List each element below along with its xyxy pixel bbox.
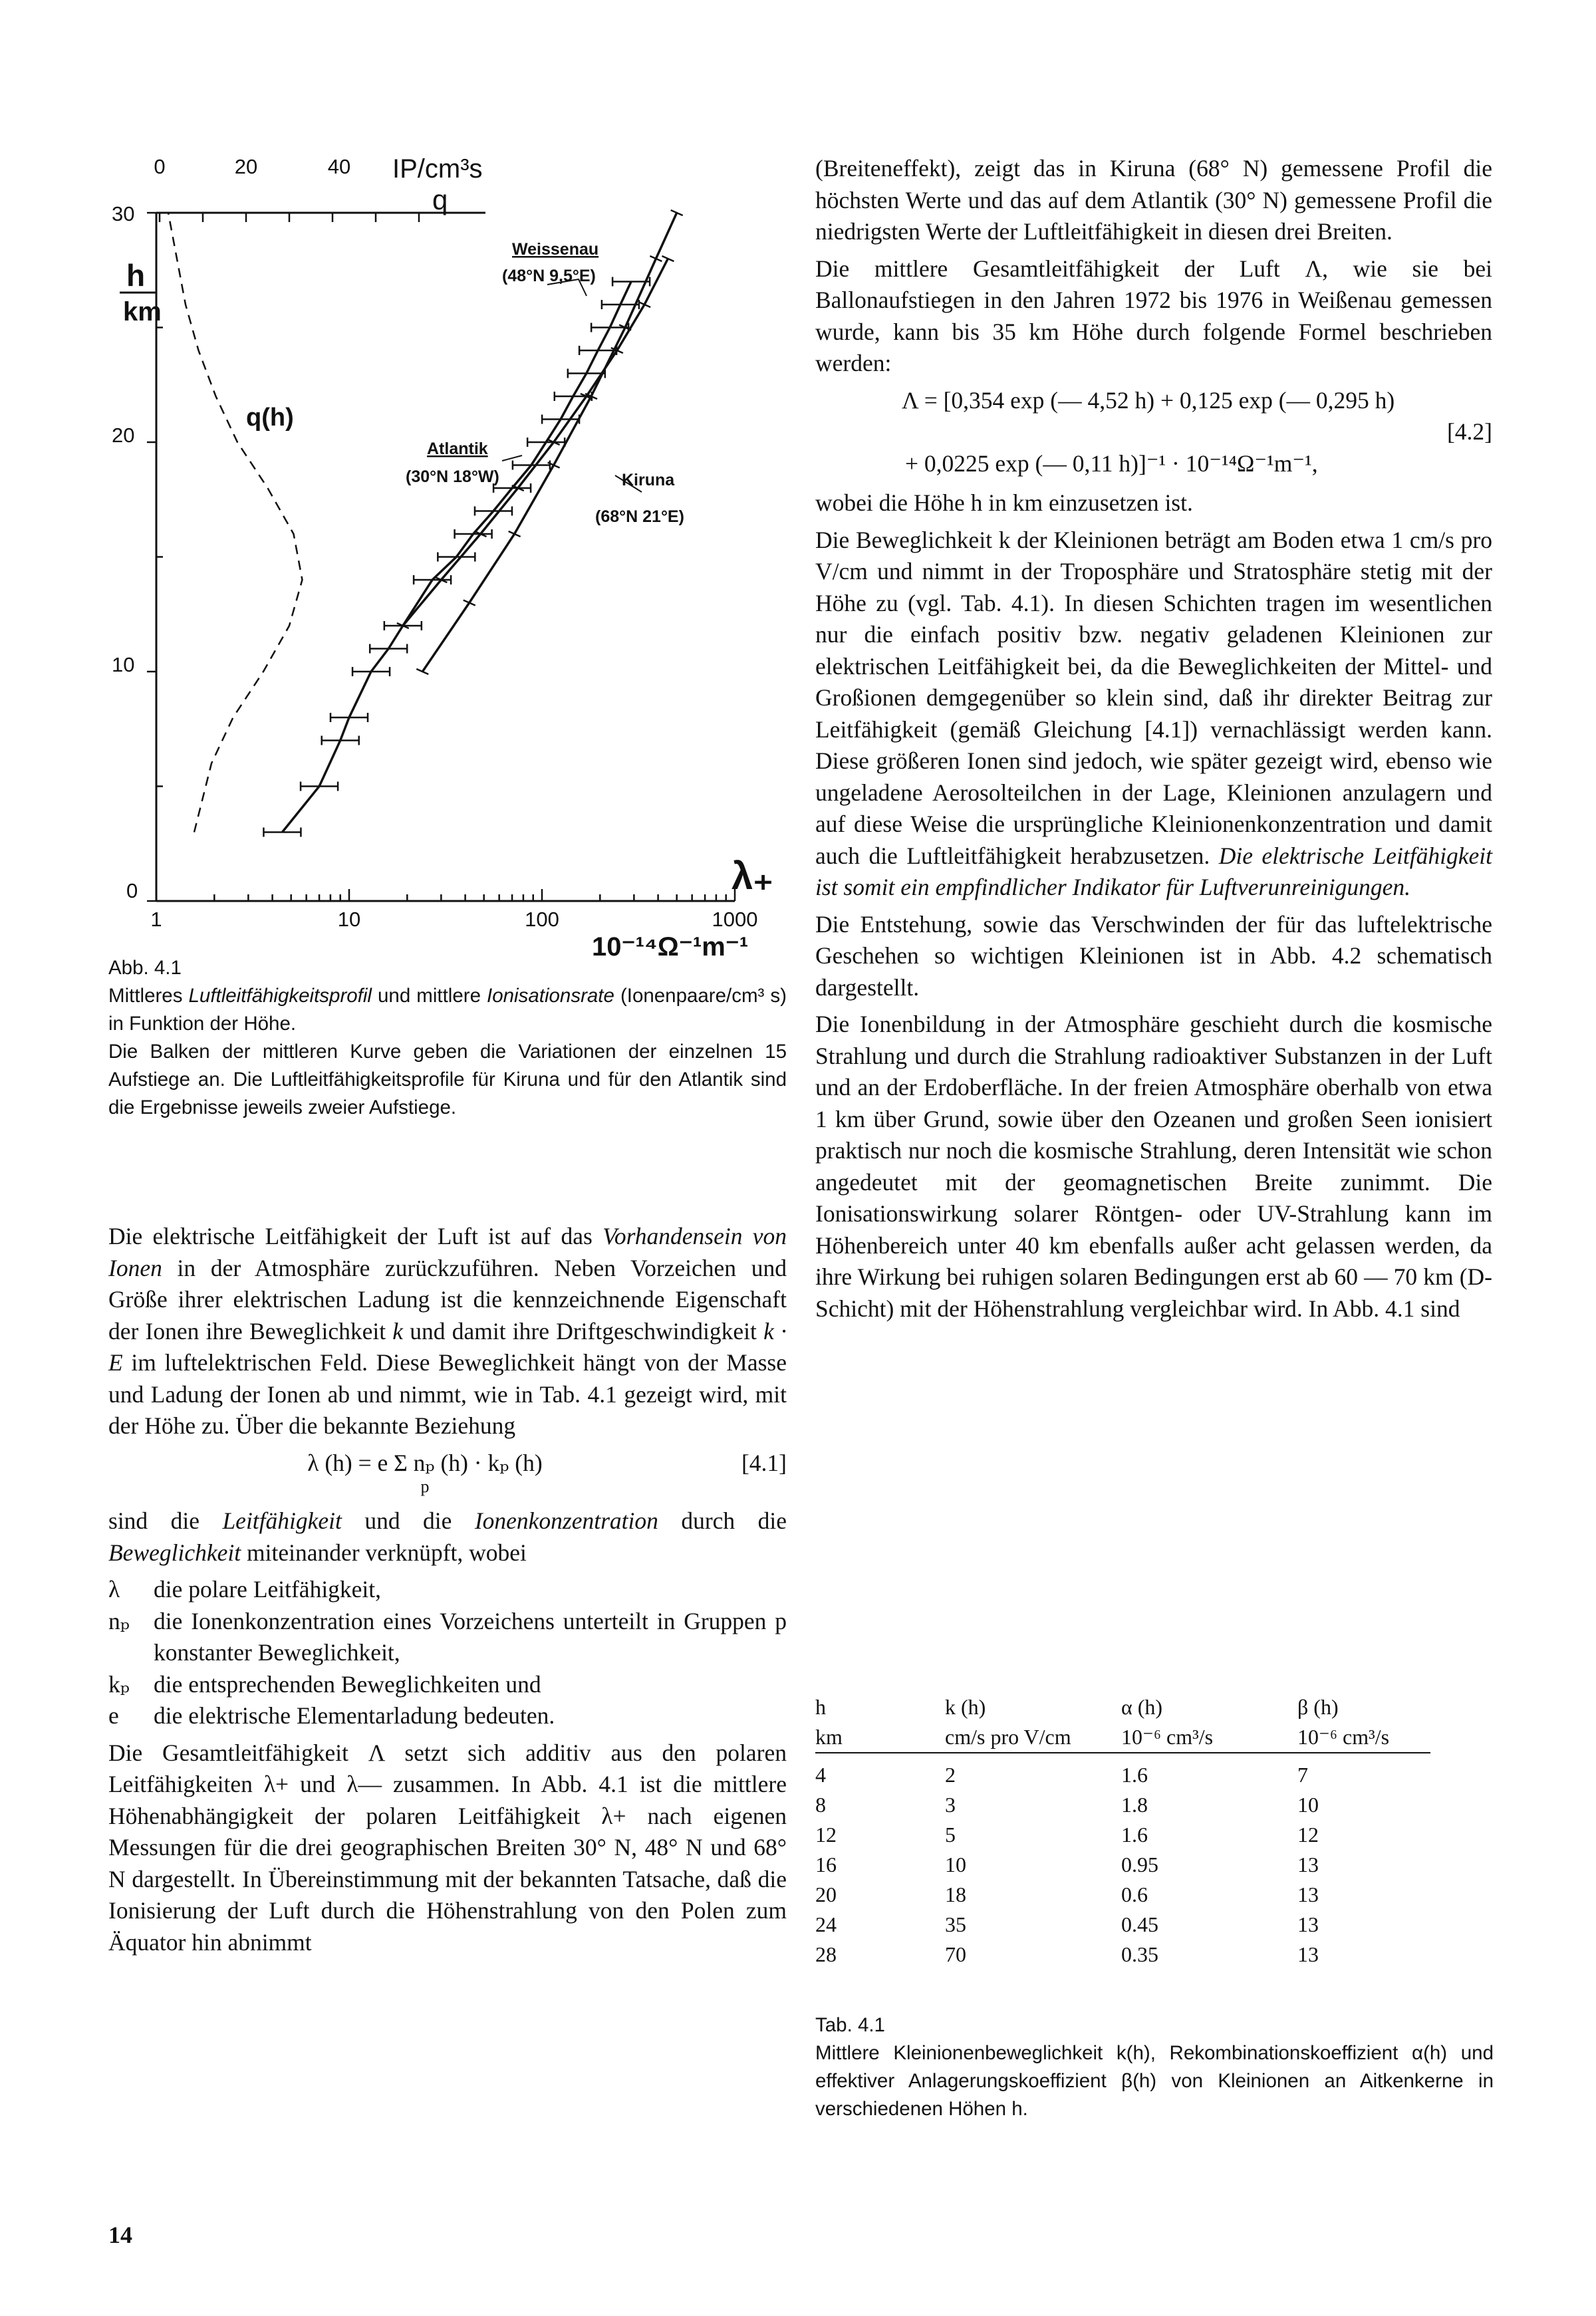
bottom-tick-10: 10 xyxy=(337,908,361,931)
y-unit-h: h xyxy=(126,258,146,293)
qh-label: q(h) xyxy=(246,404,294,432)
left-column xyxy=(108,1221,787,1964)
bottom-axis-unit: 10⁻¹⁴Ω⁻¹m⁻¹ xyxy=(592,932,749,962)
right-paragraph-1: (Breiteneffekt), zeigt das in Kiruna (68° N) gemessene Profil die höchsten Werte und das auf dem Atlantik (30° N) gemessene Profil die niedrigsten Werte der Luftleitfähigkeit in diesen drei Breiten. xyxy=(815,155,1492,245)
left-paragraph-2: sind die Leitfähigkeit und die Ionenkonzentration durch die Beweglichkeit miteinander verknüpft, wobei xyxy=(108,1507,787,1566)
kiruna-label: Kiruna xyxy=(622,471,675,489)
header-k: k (h) xyxy=(945,1695,986,1719)
table-caption-text: Mittlere Kleinionenbeweglichkeit k(h), Rekombinationskoeffizient α(h) und effektiver Anlagerungskoeffizient β(h) von Kleinionen an Aitkenkerne in verschiedenen Höhen h. xyxy=(815,2042,1494,2120)
header-h-unit: km xyxy=(815,1725,843,1749)
caption-label: Abb. 4.1 xyxy=(108,957,182,979)
equation-4-1 xyxy=(108,1448,787,1495)
top-axis-var: q xyxy=(432,184,448,215)
header-alpha: α (h) xyxy=(1121,1695,1163,1719)
figure-caption xyxy=(108,954,787,1122)
top-axis-unit: IP/cm³s xyxy=(392,154,483,184)
bottom-tick-1: 1 xyxy=(150,908,162,931)
table-caption xyxy=(815,2011,1494,2123)
top-tick-40: 40 xyxy=(327,155,351,178)
right-paragraph-6: Die Ionenbildung in der Atmosphäre geschieht durch die kosmische Strahlung und durch die Strahlung radioaktiver Substanzen in der Luft und an der Erdoberfläche. In der freien Atmosphäre oberhalb von etwa 1 km über Grund, sowie über den Ozeanen und großen Seen ionisiert praktisch nur noch die kosmische Strahlung, deren Intensität wie schon angedeutet mit der geomagnetischen Breite zunimmt. Die Ionisationswirkung solarer Röntgen- oder UV-Strahlung kann im Höhenbereich unter 40 km ebenfalls außer acht gelassen werden, da ihre Wirkung bei ruhigen solaren Bedingungen erst ab 60 — 70 km (D-Schicht) mit der Höhenstrahlung vergleichbar wird. In Abb. 4.1 sind xyxy=(815,1011,1492,1322)
table-row: 20 18 0.6 13 xyxy=(815,1882,1319,1906)
caption-line-1: Mittleres Luftleitfähigkeitsprofil und mittlere Ionisationsrate (Ionenpaare/cm³ s) in Funktion der Höhe. xyxy=(108,985,787,1035)
right-paragraph-4: Die Beweglichkeit k der Kleinionen beträgt am Boden etwa 1 cm/s pro V/cm und nimmt in der Troposphäre und Stratosphäre stetig mit der Höhe zu (vgl. Tab. 4.1). In diesen Schichten tragen im wesentlichen nur die einfach positiv bzw. negativ geladenen Kleinionen zur elektrischen Leitfähigkeit bei, da die Beweglichkeiten der Mittel- und Großionen demgegenüber so klein sind, daß ihr direkter Beitrag zur Leitfähigkeit (gemäß Gleichung [4.1]) vernachlässigt werden kann. Diese größeren Ionen sind jedoch, wie später gezeigt wird, ebenso wie ungeladene Aerosolteilchen in der Lage, Kleinionen anzulagern und auf diese Weise die ursprüngliche Kleinionenkonzentration und damit auch die Luftleitfähigkeit herabzusetzen. Die elektrische Leitfähigkeit ist somit ein empfindlicher Indikator für Luftverunreinigungen. xyxy=(815,526,1493,900)
bottom-tick-100: 100 xyxy=(525,908,559,931)
page-number: 14 xyxy=(108,2222,132,2248)
header-k-unit: cm/s pro V/cm xyxy=(945,1725,1071,1749)
table-header-row-1 xyxy=(815,1692,1430,1722)
table-grid xyxy=(815,1692,1430,1970)
table-row: 28 70 0.35 13 xyxy=(815,1942,1319,1966)
atlantik-leader xyxy=(502,455,522,461)
right-column xyxy=(815,153,1492,1330)
table-caption-label: Tab. 4.1 xyxy=(815,2014,885,2036)
top-tick-20: 20 xyxy=(234,155,258,178)
definition-kp: kₚ die entsprechenden Beweglichkeiten und xyxy=(108,1670,541,1698)
right-paragraph-5: Die Entstehung, sowie das Verschwinden der für das luftelektrische Geschehen so wichtigen Kleinionen ist in Abb. 4.2 schematisch dargestellt. xyxy=(815,910,1492,1001)
atlantik-label: Atlantik xyxy=(427,440,488,458)
weissenau-coord: (48°N 9,5°E) xyxy=(502,267,596,285)
figure-svg xyxy=(86,150,785,971)
equation-4-1-sub: p xyxy=(420,1477,430,1496)
equation-4-1-body: λ (h) = e Σ nₚ (h) · kₚ (h) xyxy=(307,1449,543,1476)
table-header-row-2 xyxy=(815,1722,1430,1753)
table-row: 4 2 1.6 7 xyxy=(815,1753,1430,1790)
left-paragraph-3: Die Gesamtleitfähigkeit Λ setzt sich additiv aus den polaren Leitfähigkeiten λ+ und λ— zusammen. In Abb. 4.1 ist die mittlere Höhenabhängigkeit der polaren Leitfähigkeit λ+ nach eigenen Messungen für die drei geographischen Breiten 30° N, 48° N und 68° N dargestellt. In Übereinstimmung mit der bekannten Tatsache, daß die Ionisierung der Luft durch die Höhenstrahlung von den Polen zum Äquator hin abnimmt xyxy=(108,1739,787,1956)
table-row: 12 5 1.6 12 xyxy=(815,1823,1319,1847)
y-tick-20: 20 xyxy=(112,424,135,447)
q-h--curve xyxy=(168,213,303,833)
equation-4-2 xyxy=(815,385,1492,480)
weissenau-label: Weissenau xyxy=(512,240,599,259)
bottom-axis-var: λ₊ xyxy=(732,854,773,898)
header-beta: β (h) xyxy=(1297,1695,1339,1719)
y-tick-30: 30 xyxy=(112,202,135,225)
right-paragraph-3: wobei die Höhe h in km einzusetzen ist. xyxy=(815,489,1193,516)
header-h: h xyxy=(815,1695,826,1719)
kiruna-coord: (68°N 21°E) xyxy=(595,507,684,526)
atlantik-coord: (30°N 18°W) xyxy=(406,467,499,486)
equation-4-1-number: [4.1] xyxy=(741,1449,787,1476)
y-unit-km: km xyxy=(123,297,162,326)
equation-4-2-number: [4.2] xyxy=(1446,418,1492,445)
header-alpha-unit: 10⁻⁶ cm³/s xyxy=(1121,1725,1214,1749)
equation-4-2-line-2: + 0,0225 exp (— 0,11 h)]⁻¹ · 10⁻¹⁴Ω⁻¹m⁻¹, xyxy=(905,450,1318,477)
left-paragraph-1: Die elektrische Leitfähigkeit der Luft ist auf das Vorhandensein von Ionen in der Atmosphäre zurückzuführen. Neben Vorzeichen und Größe ihrer elektrischen Ladung ist die kennzeichnende Eigenschaft der Ionen ihre Beweglichkeit k und damit ihre Driftgeschwindigkeit k · E im luftelektrischen Feld. Diese Beweglichkeit hängt von der Masse und Ladung der Ionen ab und nimmt, wie in Tab. 4.1 gezeigt wird, mit der Höhe zu. Über die bekannte Beziehung xyxy=(108,1223,787,1439)
right-paragraph-2: Die mittlere Gesamtleitfähigkeit der Luft Λ, wie sie bei Ballonaufstiegen in den Jahren 1972 bis 1976 in Weißenau gemessen wurde, kann bis 35 km Höhe durch folgende Formel beschrieben werden: xyxy=(815,255,1492,376)
definition-lambda: λ die polare Leitfähigkeit, xyxy=(108,1576,382,1603)
top-tick-0: 0 xyxy=(154,155,166,178)
definition-np: nₚ die Ionenkonzentration eines Vorzeichens unterteilt in Gruppen p konstanter Beweglichkeit, xyxy=(108,1607,787,1666)
header-beta-unit: 10⁻⁶ cm³/s xyxy=(1297,1725,1390,1749)
table-row: 16 10 0.95 13 xyxy=(815,1853,1319,1876)
bottom-tick-1000: 1000 xyxy=(712,908,758,931)
table-row: 8 3 1.8 10 xyxy=(815,1793,1319,1817)
y-tick-0: 0 xyxy=(126,879,138,902)
equation-4-2-line-1: Λ = [0,354 exp (— 4,52 h) + 0,125 exp (— 0,295 h) xyxy=(902,386,1395,414)
table-4-1 xyxy=(815,1692,1494,1970)
y-tick-10: 10 xyxy=(112,653,135,676)
definition-e: e die elektrische Elementarladung bedeuten. xyxy=(108,1702,555,1729)
table-row: 24 35 0.45 13 xyxy=(815,1912,1319,1936)
figure-abb-4-1 xyxy=(86,150,785,971)
caption-line-2: Die Balken der mittleren Kurve geben die Variationen der einzelnen 15 Aufstiege an. Die Luftleitfähigkeitsprofile für Kiruna und für den Atlantik sind die Ergebnisse jeweils zweier Aufstiege. xyxy=(108,1041,787,1118)
